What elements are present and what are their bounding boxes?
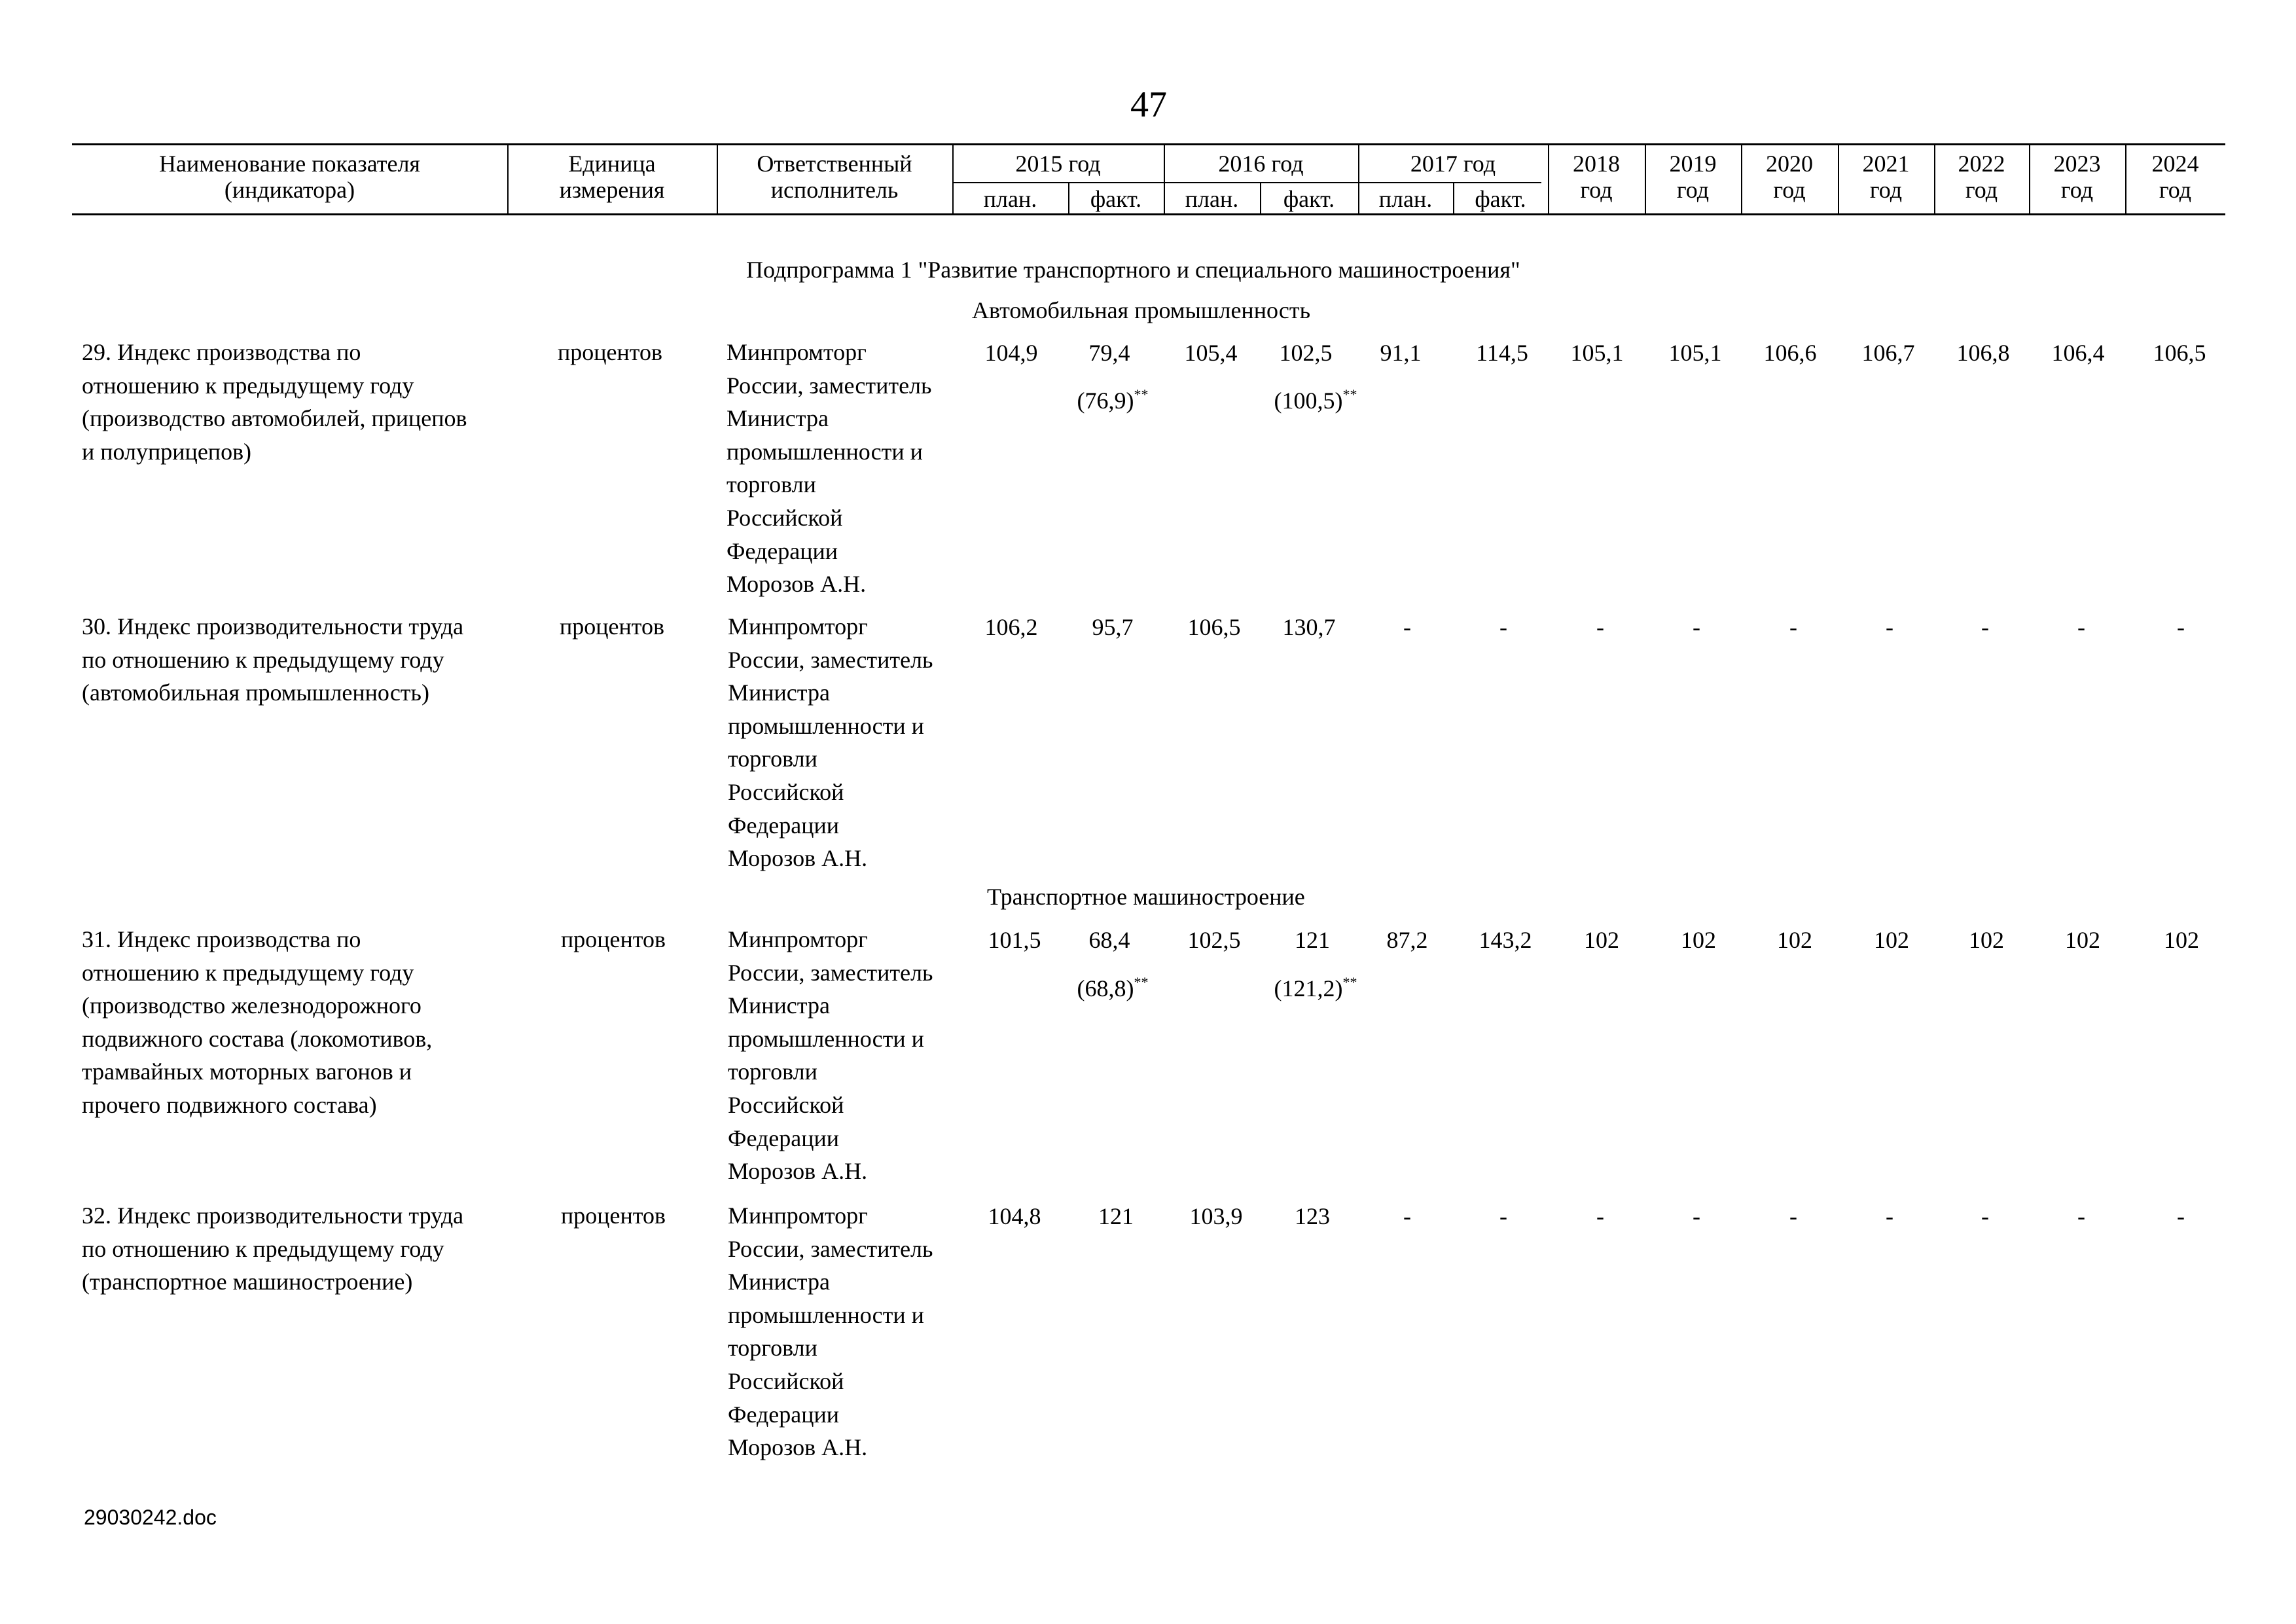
header-year-2015: 2015 год xyxy=(1015,151,1101,177)
row-29-name xyxy=(82,336,507,468)
header-fact-2015: факт. xyxy=(1090,186,1142,212)
row-32-value: - xyxy=(2077,1203,2085,1229)
resp-line: Федерации xyxy=(728,812,840,839)
resp-line: торговли xyxy=(726,471,816,498)
note-mark: ** xyxy=(1134,386,1149,403)
row-name-line: 30. Индекс производительности труда xyxy=(82,613,464,640)
header-fact-2016: факт. xyxy=(1283,186,1335,212)
header-year-word: год xyxy=(1676,177,1710,203)
resp-line: промышленности и xyxy=(726,438,923,465)
row-name-line: отношению к предыдущему году xyxy=(82,959,414,986)
header-responsible xyxy=(717,151,952,203)
row-29-value: 102,5 xyxy=(1279,340,1333,366)
row-29-value: 105,1 xyxy=(1668,340,1722,366)
row-name-line: подвижного состава (локомотивов, xyxy=(82,1025,433,1052)
resp-line: Морозов А.Н. xyxy=(726,571,867,598)
row-name-line: 32. Индекс производительности труда xyxy=(82,1202,464,1229)
row-name-line: (транспортное машиностроение) xyxy=(82,1269,413,1295)
resp-line: Федерации xyxy=(728,1125,840,1151)
row-29-responsible xyxy=(726,336,962,601)
section-title-transport: Транспортное машиностроение xyxy=(987,884,1305,910)
resp-line: Российской xyxy=(728,1091,844,1118)
row-32-value: 103,9 xyxy=(1189,1203,1243,1229)
note-value: (76,9) xyxy=(1077,388,1134,414)
row-30-unit: процентов xyxy=(560,613,665,640)
header-plan-2017: план. xyxy=(1378,186,1433,212)
row-32-value: 121 xyxy=(1098,1203,1134,1229)
row-30-value: - xyxy=(2077,614,2085,640)
header-resp-line2: исполнитель xyxy=(770,177,899,203)
row-name-line: (автомобильная промышленность) xyxy=(82,679,429,706)
row-30-responsible xyxy=(728,610,963,875)
subprogram-title: Подпрограмма 1 "Развитие транспортного и специального машиностроения" xyxy=(746,257,1520,283)
resp-line: Морозов А.Н. xyxy=(728,1158,868,1185)
header-year-number: 2024 xyxy=(2151,151,2199,177)
row-29-value: 104,9 xyxy=(984,340,1038,366)
header-year-word: год xyxy=(2159,177,2192,203)
header-fact-2017: факт. xyxy=(1475,186,1526,212)
header-plan-2016: план. xyxy=(1185,186,1239,212)
row-31-value: 101,5 xyxy=(988,927,1041,953)
row-name-line: отношению к предыдущему году xyxy=(82,372,414,399)
header-year-number: 2018 xyxy=(1573,151,1620,177)
row-31-note-2015 xyxy=(1057,974,1168,1003)
row-32-unit: процентов xyxy=(561,1202,666,1229)
row-30-value: - xyxy=(1693,614,1700,640)
header-year-number: 2021 xyxy=(1862,151,1910,177)
resp-line: России, заместитель xyxy=(728,1235,933,1262)
header-unit-line1: Единица xyxy=(568,151,656,177)
row-32-value: - xyxy=(1403,1203,1411,1229)
header-year-2024 xyxy=(2125,151,2225,203)
row-name-line: по отношению к предыдущему году xyxy=(82,646,444,673)
header-year-2018 xyxy=(1548,151,1645,203)
row-30-value: 106,5 xyxy=(1187,614,1241,640)
resp-line: промышленности и xyxy=(728,1301,924,1328)
resp-line: Российской xyxy=(728,1367,844,1394)
row-30-value: - xyxy=(1981,614,1989,640)
row-29-value: 105,4 xyxy=(1184,340,1238,366)
header-year-number: 2022 xyxy=(1958,151,2005,177)
resp-line: России, заместитель xyxy=(728,646,933,673)
row-31-value: 102 xyxy=(1681,927,1716,953)
header-year-word: год xyxy=(1965,177,1998,203)
row-30-value: - xyxy=(2177,614,2185,640)
note-value: (121,2) xyxy=(1274,975,1343,1001)
resp-line: Минпромторг xyxy=(728,926,868,952)
row-31-note-2016 xyxy=(1253,974,1378,1003)
header-year-2020 xyxy=(1741,151,1838,203)
note-mark: ** xyxy=(1342,386,1357,403)
resp-line: Министра xyxy=(728,992,830,1019)
row-32-value: - xyxy=(1981,1203,1989,1229)
row-31-name xyxy=(82,923,507,1122)
resp-line: Российской xyxy=(728,778,844,805)
resp-line: Федерации xyxy=(728,1401,840,1428)
row-32-value: - xyxy=(1693,1203,1700,1229)
resp-line: России, заместитель xyxy=(726,372,932,399)
header-year-number: 2019 xyxy=(1669,151,1717,177)
header-year-2023 xyxy=(2029,151,2125,203)
row-31-value: 143,2 xyxy=(1479,927,1532,953)
row-30-value: - xyxy=(1499,614,1507,640)
row-30-value: - xyxy=(1403,614,1411,640)
header-year-word: год xyxy=(1580,177,1613,203)
row-29-value: 106,8 xyxy=(1956,340,2010,366)
resp-line: торговли xyxy=(728,1335,817,1362)
row-29-value: 106,4 xyxy=(2051,340,2105,366)
header-name-line1: Наименование показателя xyxy=(159,151,420,177)
row-31-value: 102 xyxy=(2164,927,2199,953)
row-32-value: 104,8 xyxy=(988,1203,1041,1229)
resp-line: Морозов А.Н. xyxy=(728,845,868,872)
row-29-value: 106,5 xyxy=(2153,340,2206,366)
header-year-2021 xyxy=(1838,151,1934,203)
resp-line: Федерации xyxy=(726,537,838,564)
page-number: 47 xyxy=(1130,84,1167,125)
row-32-responsible xyxy=(728,1199,963,1464)
header-year-2016: 2016 год xyxy=(1218,151,1304,177)
row-32-value: - xyxy=(1789,1203,1797,1229)
section-title-auto: Автомобильная промышленность xyxy=(972,297,1310,323)
header-year-word: год xyxy=(1773,177,1806,203)
header-bottom-rule xyxy=(72,213,2225,215)
header-year-word: год xyxy=(2060,177,2094,203)
resp-line: торговли xyxy=(728,1058,817,1085)
row-30-name xyxy=(82,610,507,710)
row-31-value: 87,2 xyxy=(1386,927,1428,953)
row-29-note-2015 xyxy=(1057,386,1168,415)
header-unit xyxy=(507,151,717,203)
header-year-2019 xyxy=(1645,151,1741,203)
row-name-line: 29. Индекс производства по xyxy=(82,339,361,365)
row-32-value: - xyxy=(1886,1203,1893,1229)
row-29-value: 91,1 xyxy=(1380,340,1422,366)
resp-line: России, заместитель xyxy=(728,959,933,986)
row-31-value: 68,4 xyxy=(1088,927,1130,953)
row-31-responsible xyxy=(728,923,963,1188)
row-name-line: и полуприцепов) xyxy=(82,438,252,465)
row-29-unit: процентов xyxy=(558,339,663,365)
row-32-value: - xyxy=(1499,1203,1507,1229)
row-29-value: 106,6 xyxy=(1763,340,1817,366)
row-31-value: 102 xyxy=(2065,927,2100,953)
resp-line: Минпромторг xyxy=(728,613,868,640)
row-29-note-2016 xyxy=(1253,386,1378,415)
resp-line: Минпромторг xyxy=(728,1202,868,1229)
header-year-2022 xyxy=(1934,151,2029,203)
row-29-value: 105,1 xyxy=(1570,340,1624,366)
row-32-name xyxy=(82,1199,507,1299)
footer-doc-name: 29030242.doc xyxy=(84,1506,217,1529)
row-31-value: 102,5 xyxy=(1187,927,1241,953)
header-unit-line2: измерения xyxy=(559,177,665,203)
row-31-value: 102 xyxy=(1969,927,2004,953)
row-name-line: по отношению к предыдущему году xyxy=(82,1235,444,1262)
row-name-line: (производство автомобилей, прицепов xyxy=(82,405,467,432)
row-29-value: 79,4 xyxy=(1088,340,1130,366)
row-30-value: - xyxy=(1789,614,1797,640)
row-name-line: трамвайных моторных вагонов и xyxy=(82,1058,412,1085)
resp-line: Министра xyxy=(726,405,829,432)
row-30-value: 95,7 xyxy=(1092,614,1134,640)
header-year-2017: 2017 год xyxy=(1410,151,1496,177)
row-30-value: 130,7 xyxy=(1282,614,1336,640)
row-name-line: прочего подвижного состава) xyxy=(82,1091,377,1118)
resp-line: Морозов А.Н. xyxy=(728,1434,868,1461)
note-value: (100,5) xyxy=(1274,388,1343,414)
resp-line: Минпромторг xyxy=(726,339,867,365)
resp-line: Министра xyxy=(728,1269,830,1295)
row-31-value: 102 xyxy=(1584,927,1619,953)
header-top-rule xyxy=(72,143,2225,145)
row-32-value: - xyxy=(1596,1203,1604,1229)
header-year-number: 2023 xyxy=(2053,151,2101,177)
row-30-value: - xyxy=(1596,614,1604,640)
header-year-number: 2020 xyxy=(1766,151,1813,177)
row-29-value: 114,5 xyxy=(1476,340,1528,366)
header-year-word: год xyxy=(1869,177,1903,203)
row-31-value: 102 xyxy=(1777,927,1812,953)
row-31-value: 121 xyxy=(1295,927,1330,953)
row-31-unit: процентов xyxy=(561,926,666,952)
header-resp-line1: Ответственный xyxy=(757,151,912,177)
note-mark: ** xyxy=(1134,974,1149,990)
note-mark: ** xyxy=(1342,974,1357,990)
resp-line: торговли xyxy=(728,746,817,772)
row-32-value: - xyxy=(2177,1203,2185,1229)
resp-line: Министра xyxy=(728,679,830,706)
row-name-line: 31. Индекс производства по xyxy=(82,926,361,952)
header-name-line2: (индикатора) xyxy=(224,177,355,203)
resp-line: промышленности и xyxy=(728,1025,924,1052)
row-30-value: 106,2 xyxy=(984,614,1038,640)
header-plan-2015: план. xyxy=(983,186,1037,212)
row-31-value: 102 xyxy=(1874,927,1909,953)
row-30-value: - xyxy=(1886,614,1893,640)
row-29-value: 106,7 xyxy=(1861,340,1915,366)
resp-line: промышленности и xyxy=(728,712,924,739)
header-name xyxy=(72,151,507,203)
row-32-value: 123 xyxy=(1295,1203,1330,1229)
resp-line: Российской xyxy=(726,504,843,531)
note-value: (68,8) xyxy=(1077,975,1134,1001)
row-name-line: (производство железнодорожного xyxy=(82,992,422,1019)
